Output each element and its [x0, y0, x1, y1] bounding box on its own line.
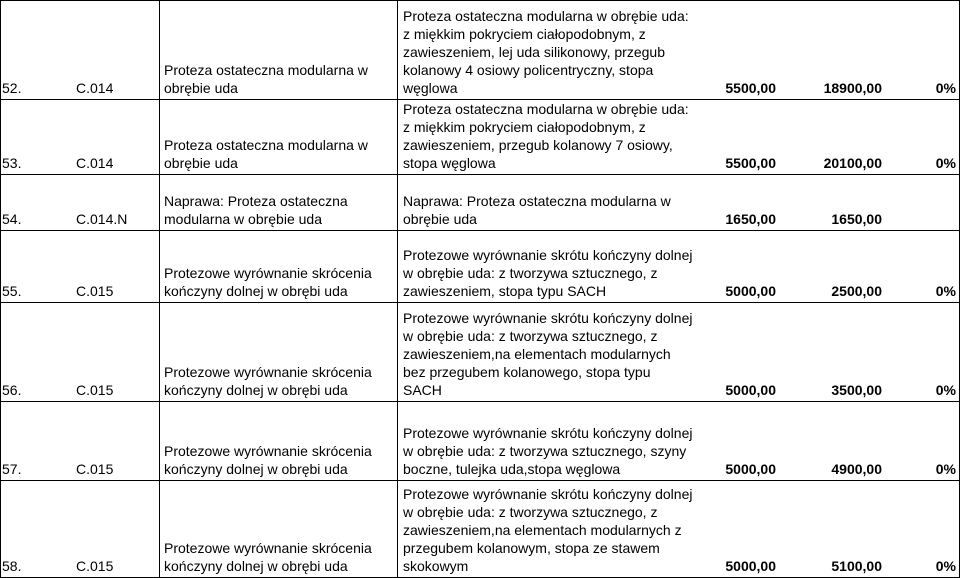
row-name: Proteza ostateczna modularna w obrębie uda: [164, 62, 368, 96]
table-row: [0, 174, 960, 230]
row-code: C.014: [76, 155, 114, 171]
table-row: [0, 0, 960, 99]
row-number: 54.: [2, 211, 22, 227]
row-value-percent: 0%: [935, 80, 956, 96]
row-number: 58.: [2, 558, 22, 574]
table-row: [0, 401, 960, 480]
row-code: C.015: [76, 283, 114, 299]
row-name: Protezowe wyrównanie skrócenia kończyny dolnej w obrębi uda: [164, 265, 372, 299]
row-value-limit: 5000,00: [725, 558, 776, 574]
row-description: Protezowe wyrównanie skrótu kończyny dolnej w obrębie uda: z tworzywa sztucznego, z zawieszeniem,na elementach modularnych bez przegubem kolanowego, stopa typu SACH: [403, 310, 693, 398]
row-value-limit: 5000,00: [725, 283, 776, 299]
row-name: Protezowe wyrównanie skrócenia kończyny dolnej w obrębi uda: [164, 540, 372, 574]
row-code: C.014.N: [76, 211, 128, 227]
row-value-price: 1650,00: [831, 211, 882, 227]
row-description: Proteza ostateczna modularna w obrębie uda: z miękkim pokryciem ciałopodobnym, z zawieszeniem, lej uda silikonowy, przegub kolanowy 4 osiowy policentryczny, stopa węglowa: [403, 8, 689, 96]
row-value-price: 18900,00: [823, 80, 882, 96]
row-number: 56.: [2, 382, 22, 398]
row-number: 57.: [2, 461, 22, 477]
row-value-limit: 5000,00: [725, 461, 776, 477]
row-value-limit: 1650,00: [725, 211, 776, 227]
row-number: 52.: [2, 80, 22, 96]
row-value-percent: 0%: [935, 283, 956, 299]
row-code: C.015: [76, 558, 114, 574]
row-name: Protezowe wyrównanie skrócenia kończyny dolnej w obrębi uda: [164, 364, 372, 398]
row-name: Protezowe wyrównanie skrócenia kończyny dolnej w obrębi uda: [164, 443, 372, 477]
row-description: Protezowe wyrównanie skrótu kończyny dolnej w obrębie uda: z tworzywa sztucznego, szyny boczne, tulejka uda,stopa węglowa: [403, 425, 693, 477]
row-name: Naprawa: Proteza ostateczna modularna w obrębie uda: [164, 193, 348, 227]
row-value-percent: 0%: [935, 558, 956, 574]
row-value-price: 5100,00: [831, 558, 882, 574]
row-code: C.015: [76, 382, 114, 398]
row-value-price: 2500,00: [831, 283, 882, 299]
row-value-limit: 5500,00: [725, 155, 776, 171]
row-description: Proteza ostateczna modularna w obrębie uda: z miękkim pokryciem ciałopodobnym, z zawieszeniem, przegub kolanowy 7 osiowy, stopa węglowa: [403, 101, 689, 171]
row-value-price: 3500,00: [831, 382, 882, 398]
table-row: [0, 99, 960, 174]
row-value-price: 20100,00: [823, 155, 882, 171]
row-code: C.015: [76, 461, 114, 477]
row-value-limit: 5500,00: [725, 80, 776, 96]
row-name: Proteza ostateczna modularna w obrębie uda: [164, 137, 368, 171]
row-number: 55.: [2, 283, 22, 299]
table-row: [0, 230, 960, 302]
row-value-price: 4900,00: [831, 461, 882, 477]
row-description: Protezowe wyrównanie skrótu kończyny dolnej w obrębie uda: z tworzywa sztucznego, z zawieszeniem, stopa typu SACH: [403, 247, 693, 299]
row-value-percent: 0%: [935, 461, 956, 477]
row-description: Protezowe wyrównanie skrótu kończyny dolnej w obrębie uda: z tworzywa sztucznego, z zawieszeniem,na elementach modularnych z przegubem kolanowym, stopa ze stawem skokowym: [403, 486, 693, 574]
row-number: 53.: [2, 155, 22, 171]
table-row: [0, 480, 960, 577]
row-code: C.014: [76, 80, 114, 96]
table-row: [0, 302, 960, 401]
row-value-percent: 0%: [935, 155, 956, 171]
row-value-percent: 0%: [935, 382, 956, 398]
row-description: Naprawa: Proteza ostateczna modularna w obrębie uda: [403, 193, 671, 227]
row-value-limit: 5000,00: [725, 382, 776, 398]
